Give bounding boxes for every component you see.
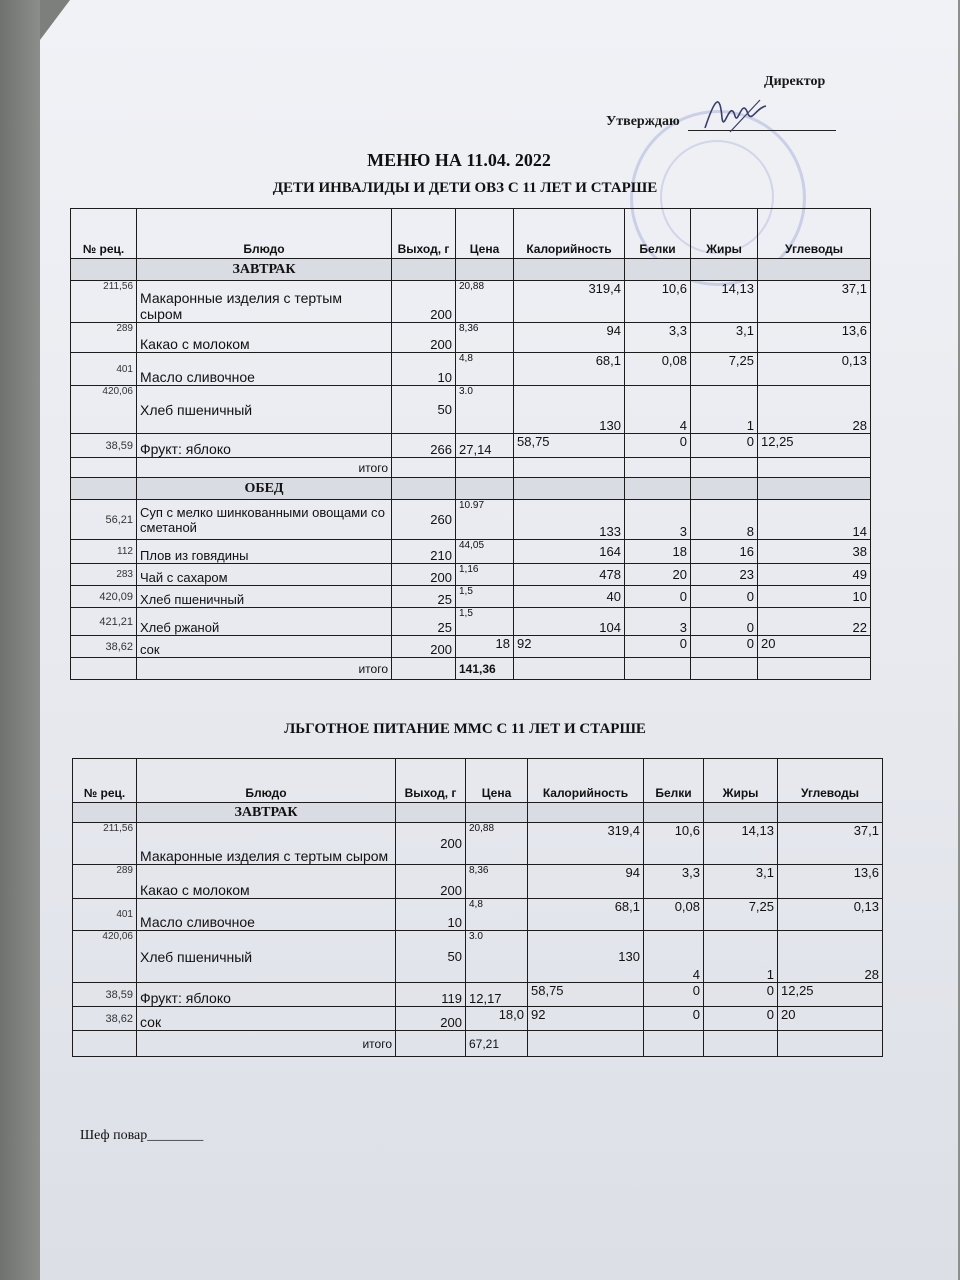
section-title-2: ЛЬГОТНОЕ ПИТАНИЕ ММС С 11 ЛЕТ И СТАРШЕ [284, 721, 646, 737]
dish-name: Плов из говядины [137, 540, 392, 564]
rec-number: 420,09 [71, 586, 137, 608]
page-title: МЕНЮ НА 11.04. 2022 [367, 150, 551, 170]
dish-price: 18,0 [466, 1007, 528, 1031]
dish-price: 1,16 [456, 564, 514, 586]
dish-fat: 0 [704, 983, 778, 1007]
table-row [73, 983, 883, 1007]
table-row [71, 636, 871, 658]
dish-output: 200 [392, 323, 456, 353]
dish-name: Макаронные изделия с тертым сыром [137, 823, 396, 865]
dish-kcal: 94 [514, 323, 625, 353]
director-label: Директор [764, 74, 826, 89]
dish-fat: 0 [691, 636, 758, 658]
dish-kcal: 92 [528, 1007, 644, 1031]
col-header-output: Выход, г [396, 759, 466, 803]
page-corner [40, 0, 70, 40]
dish-output: 210 [392, 540, 456, 564]
dish-protein: 4 [644, 931, 704, 983]
table-row [71, 564, 871, 586]
rec-number: 56,21 [71, 500, 137, 540]
dish-carbs: 12,25 [778, 983, 883, 1007]
chef-signature-label: Шеф повар________ [80, 1128, 204, 1143]
rec-number: 38,59 [73, 983, 137, 1007]
dish-output: 119 [396, 983, 466, 1007]
dish-price: 1,5 [456, 586, 514, 608]
total-value: 67,21 [466, 1031, 528, 1057]
table-header-row [71, 209, 871, 259]
approve-label: Утверждаю [606, 114, 680, 129]
dish-name: Фрукт: яблоко [137, 434, 392, 458]
dish-fat: 0 [691, 608, 758, 636]
dish-protein: 3,3 [625, 323, 691, 353]
dish-kcal: 68,1 [528, 899, 644, 931]
dish-protein: 10,6 [625, 281, 691, 323]
dish-carbs: 28 [778, 931, 883, 983]
dish-protein: 0 [625, 434, 691, 458]
col-header-kcal: Калорийность [514, 209, 625, 259]
dish-carbs: 38 [758, 540, 871, 564]
dish-kcal: 164 [514, 540, 625, 564]
dish-kcal: 58,75 [528, 983, 644, 1007]
dish-kcal: 92 [514, 636, 625, 658]
col-header-protein: Белки [644, 759, 704, 803]
dish-protein: 0,08 [644, 899, 704, 931]
dish-output: 260 [392, 500, 456, 540]
dish-protein: 0 [644, 983, 704, 1007]
rec-number: 112 [71, 540, 137, 564]
rec-number: 289 [71, 323, 137, 353]
dish-protein: 0 [625, 636, 691, 658]
total-row-breakfast [71, 458, 871, 478]
dish-name: Масло сливочное [137, 899, 396, 931]
dish-price: 18 [456, 636, 514, 658]
rec-number: 38,62 [71, 636, 137, 658]
col-header-dish: Блюдо [137, 209, 392, 259]
total-value: 141,36 [456, 658, 514, 680]
dish-fat: 7,25 [691, 353, 758, 386]
menu-table-2 [72, 758, 883, 1057]
table-row [73, 931, 883, 983]
dish-protein: 3,3 [644, 865, 704, 899]
dish-output: 25 [392, 608, 456, 636]
dish-fat: 7,25 [704, 899, 778, 931]
dish-price: 3.0 [466, 931, 528, 983]
col-header-carbs: Углеводы [758, 209, 871, 259]
dish-fat: 14,13 [691, 281, 758, 323]
section-title-1: ДЕТИ ИНВАЛИДЫ И ДЕТИ ОВЗ С 11 ЛЕТ И СТАРШЕ [272, 180, 658, 196]
dish-carbs: 12,25 [758, 434, 871, 458]
table-row [71, 540, 871, 564]
dish-name: сок [137, 636, 392, 658]
dish-fat: 16 [691, 540, 758, 564]
col-header-price: Цена [466, 759, 528, 803]
rec-number: 211,56 [71, 281, 137, 323]
table-row [71, 386, 871, 434]
col-header-protein: Белки [625, 209, 691, 259]
dish-fat: 1 [691, 386, 758, 434]
total-label: итого [137, 658, 392, 680]
dish-price: 20,88 [466, 823, 528, 865]
dish-name: Фрукт: яблоко [137, 983, 396, 1007]
dish-kcal: 319,4 [528, 823, 644, 865]
dish-carbs: 10 [758, 586, 871, 608]
col-header-price: Цена [456, 209, 514, 259]
dish-output: 266 [392, 434, 456, 458]
dish-price: 27,14 [456, 434, 514, 458]
dish-output: 50 [392, 386, 456, 434]
table-row [71, 586, 871, 608]
col-header-output: Выход, г [392, 209, 456, 259]
dish-kcal: 133 [514, 500, 625, 540]
col-header-dish: Блюдо [137, 759, 396, 803]
col-header-rec: № рец. [71, 209, 137, 259]
dish-price: 4,8 [466, 899, 528, 931]
dish-output: 200 [392, 281, 456, 323]
dish-price: 1,5 [456, 608, 514, 636]
dish-output: 25 [392, 586, 456, 608]
dish-kcal: 130 [514, 386, 625, 434]
dish-name: Суп с мелко шинкованными овощами со сметаной [137, 500, 392, 540]
dish-price: 3.0 [456, 386, 514, 434]
dish-output: 200 [396, 823, 466, 865]
col-header-fat: Жиры [691, 209, 758, 259]
dish-price: 44,05 [456, 540, 514, 564]
dish-name: сок [137, 1007, 396, 1031]
table-row [71, 323, 871, 353]
dish-kcal: 130 [528, 931, 644, 983]
table-row [71, 434, 871, 458]
dish-protein: 20 [625, 564, 691, 586]
section-row-breakfast [73, 803, 883, 823]
table-row [71, 281, 871, 323]
dish-carbs: 0,13 [778, 899, 883, 931]
dish-fat: 8 [691, 500, 758, 540]
table-row [71, 353, 871, 386]
table-row [71, 608, 871, 636]
section-row-lunch [71, 478, 871, 500]
dish-name: Хлеб пшеничный [137, 586, 392, 608]
table-row [73, 1007, 883, 1031]
rec-number: 38,59 [71, 434, 137, 458]
dish-price: 12,17 [466, 983, 528, 1007]
dish-price: 8,36 [466, 865, 528, 899]
dish-output: 200 [392, 564, 456, 586]
dish-output: 10 [396, 899, 466, 931]
rec-number: 211,56 [73, 823, 137, 865]
dish-fat: 3,1 [704, 865, 778, 899]
dish-carbs: 22 [758, 608, 871, 636]
dish-kcal: 478 [514, 564, 625, 586]
dish-name: Хлеб пшеничный [137, 931, 396, 983]
section-label-breakfast: ЗАВТРАК [137, 259, 392, 281]
dish-name: Масло сливочное [137, 353, 392, 386]
dish-name: Какао с молоком [137, 323, 392, 353]
dish-carbs: 13,6 [758, 323, 871, 353]
dish-kcal: 68,1 [514, 353, 625, 386]
dish-name: Хлеб пшеничный [137, 386, 392, 434]
dish-fat: 0 [704, 1007, 778, 1031]
dish-protein: 3 [625, 608, 691, 636]
dish-output: 200 [396, 1007, 466, 1031]
dish-kcal: 94 [528, 865, 644, 899]
rec-number: 401 [73, 899, 137, 931]
table-row [73, 865, 883, 899]
rec-number: 420,06 [73, 931, 137, 983]
dish-kcal: 58,75 [514, 434, 625, 458]
dish-price: 4,8 [456, 353, 514, 386]
table-row [73, 823, 883, 865]
dish-output: 50 [396, 931, 466, 983]
dish-name: Макаронные изделия с тертым сыром [137, 281, 392, 323]
section-row-breakfast [71, 259, 871, 281]
dish-protein: 0 [625, 586, 691, 608]
dish-fat: 1 [704, 931, 778, 983]
table-row [73, 899, 883, 931]
dish-price: 20,88 [456, 281, 514, 323]
table-row [71, 500, 871, 540]
dish-protein: 10,6 [644, 823, 704, 865]
dish-fat: 23 [691, 564, 758, 586]
dish-carbs: 37,1 [778, 823, 883, 865]
rec-number: 38,62 [73, 1007, 137, 1031]
dish-protein: 18 [625, 540, 691, 564]
table-header-row [73, 759, 883, 803]
dish-name: Хлеб ржаной [137, 608, 392, 636]
dish-carbs: 13,6 [778, 865, 883, 899]
total-row [73, 1031, 883, 1057]
section-label-breakfast: ЗАВТРАК [137, 803, 396, 823]
dish-kcal: 40 [514, 586, 625, 608]
section-label-lunch: ОБЕД [137, 478, 392, 500]
col-header-rec: № рец. [73, 759, 137, 803]
dish-protein: 4 [625, 386, 691, 434]
total-row-lunch [71, 658, 871, 680]
dish-protein: 0,08 [625, 353, 691, 386]
col-header-carbs: Углеводы [778, 759, 883, 803]
rec-number: 420,06 [71, 386, 137, 434]
dish-name: Какао с молоком [137, 865, 396, 899]
total-label: итого [137, 1031, 396, 1057]
dish-carbs: 37,1 [758, 281, 871, 323]
dish-price: 8,36 [456, 323, 514, 353]
dish-carbs: 0,13 [758, 353, 871, 386]
dish-fat: 0 [691, 434, 758, 458]
dish-carbs: 20 [778, 1007, 883, 1031]
dish-output: 200 [396, 865, 466, 899]
rec-number: 283 [71, 564, 137, 586]
col-header-fat: Жиры [704, 759, 778, 803]
dish-price: 10.97 [456, 500, 514, 540]
dish-name: Чай с сахаром [137, 564, 392, 586]
dish-carbs: 28 [758, 386, 871, 434]
dish-protein: 3 [625, 500, 691, 540]
dish-carbs: 20 [758, 636, 871, 658]
dish-protein: 0 [644, 1007, 704, 1031]
rec-number: 289 [73, 865, 137, 899]
dish-fat: 0 [691, 586, 758, 608]
dish-fat: 3,1 [691, 323, 758, 353]
rec-number: 421,21 [71, 608, 137, 636]
col-header-kcal: Калорийность [528, 759, 644, 803]
signature-icon [700, 88, 770, 138]
total-label: итого [137, 458, 392, 478]
dish-carbs: 14 [758, 500, 871, 540]
dish-output: 200 [392, 636, 456, 658]
menu-table-1 [70, 208, 871, 680]
dish-output: 10 [392, 353, 456, 386]
dish-kcal: 319,4 [514, 281, 625, 323]
dish-carbs: 49 [758, 564, 871, 586]
rec-number: 401 [71, 353, 137, 386]
dish-fat: 14,13 [704, 823, 778, 865]
dish-kcal: 104 [514, 608, 625, 636]
